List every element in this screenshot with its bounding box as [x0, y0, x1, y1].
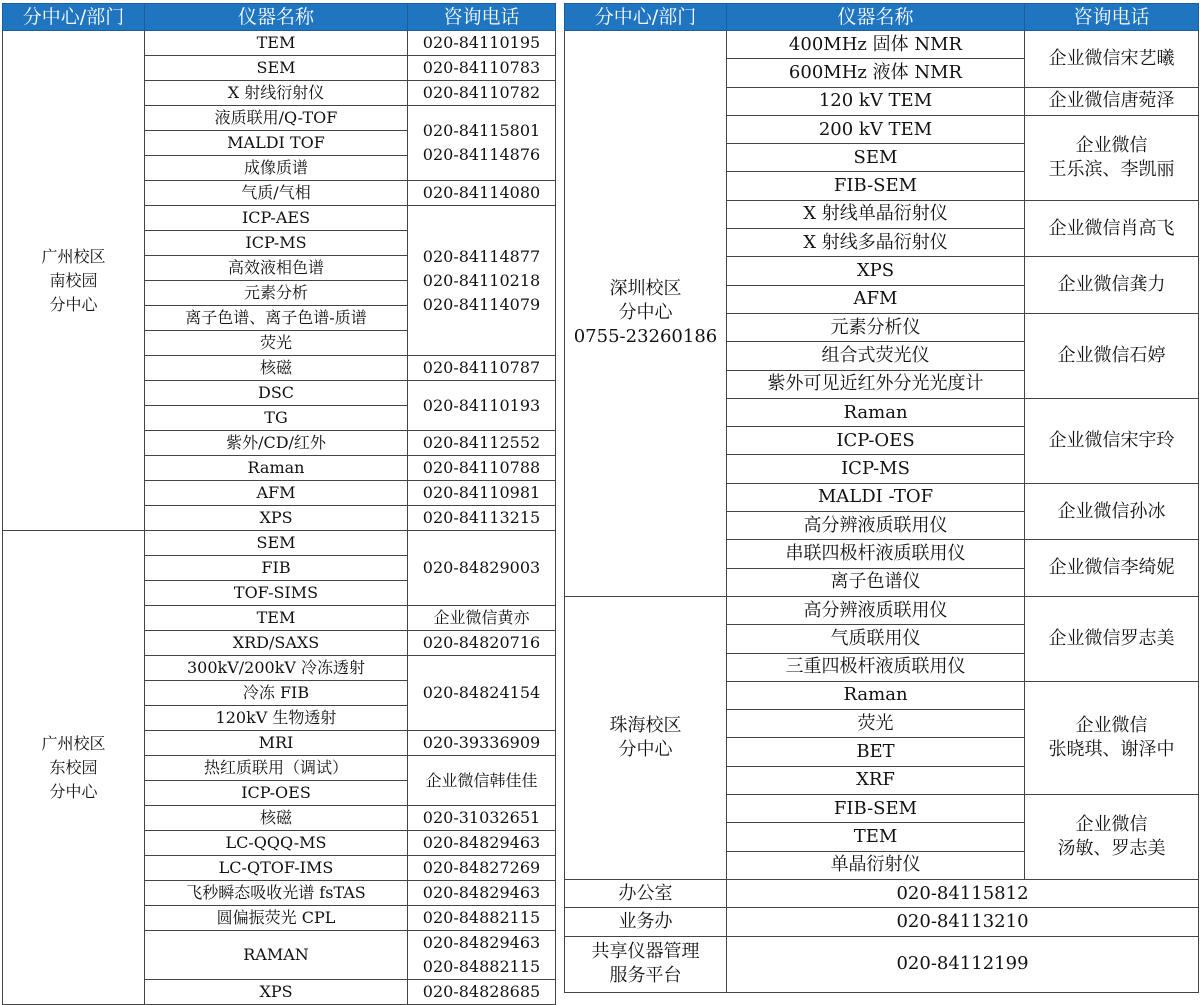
dept-line: 南校园	[49, 270, 98, 290]
phone-cell	[408, 431, 556, 456]
right-table-body	[565, 31, 1199, 993]
instrument-cell: TEM	[145, 606, 408, 631]
instrument-cell: 三重四极杆液质联用仪	[727, 653, 1025, 681]
header-dept: 分中心/部门	[3, 4, 145, 31]
phone-cell	[1025, 596, 1199, 681]
office-phone-cell: 020-84113210	[727, 908, 1199, 936]
instrument-cell: 组合式荧光仪	[727, 342, 1025, 370]
instrument-cell: 200 kV TEM	[727, 115, 1025, 143]
phone-cell	[408, 856, 556, 881]
phone-line: 020-84882115	[422, 908, 541, 927]
header-phone: 咨询电话	[408, 4, 556, 31]
header-instrument: 仪器名称	[727, 4, 1025, 31]
instrument-cell: 串联四极杆液质联用仪	[727, 540, 1025, 568]
phone-cell	[408, 181, 556, 206]
instrument-cell: TEM	[727, 823, 1025, 851]
dept-line: 东校园	[49, 757, 98, 777]
header-dept: 分中心/部门	[565, 4, 727, 31]
phone-cell	[408, 56, 556, 81]
instrument-cell: BET	[727, 738, 1025, 766]
phone-line: 020-84110193	[422, 395, 541, 415]
phone-line: 张晓琪、谢泽中	[1048, 738, 1175, 760]
instrument-cell: MRI	[145, 731, 408, 756]
instrument-cell: 300kV/200kV 冷冻透射	[145, 656, 408, 681]
office-name-line: 共享仪器管理	[591, 941, 700, 963]
table-row	[565, 596, 1199, 624]
dept-line: 广州校区	[41, 733, 106, 753]
phone-line: 企业微信宋艺曦	[1048, 47, 1175, 69]
dept-cell	[3, 531, 145, 1005]
phone-cell	[408, 481, 556, 506]
instrument-cell: FIB-SEM	[727, 172, 1025, 200]
phone-line: 020-84114876	[422, 145, 541, 164]
phone-cell	[408, 606, 556, 631]
instrument-cell: ICP-MS	[727, 455, 1025, 483]
instrument-cell: FIB	[145, 556, 408, 581]
office-name-cell	[565, 879, 727, 907]
phone-line: 企业微信唐菀泽	[1048, 90, 1175, 112]
office-name-line: 业务办	[618, 910, 673, 932]
table-row	[3, 531, 556, 556]
dept-line: 分中心	[49, 294, 98, 314]
header-phone: 咨询电话	[1025, 4, 1199, 31]
phone-line: 020-84114877	[422, 246, 541, 266]
office-phone-cell: 020-84112199	[727, 936, 1199, 993]
instrument-cell: XPS	[727, 257, 1025, 285]
office-name-cell	[565, 936, 727, 993]
phone-line: 020-84114080	[422, 183, 541, 202]
instrument-cell: 成像质谱	[145, 156, 408, 181]
phone-cell	[408, 806, 556, 831]
phone-cell	[408, 631, 556, 656]
instrument-cell: XRF	[727, 766, 1025, 794]
instrument-cell: TG	[145, 406, 408, 431]
phone-line: 企业微信	[1075, 714, 1148, 736]
phone-line: 020-84829463	[422, 833, 541, 852]
phone-cell	[408, 81, 556, 106]
office-name-line: 办公室	[618, 882, 673, 904]
dept-cell	[3, 31, 145, 531]
phone-line: 020-84110788	[422, 458, 541, 477]
phone-line: 020-84112552	[422, 433, 541, 452]
phone-line: 企业微信黄亦	[433, 608, 530, 627]
phone-line: 020-84829463	[422, 933, 541, 952]
dept-line: 广州校区	[41, 246, 106, 266]
instrument-cell: SEM	[145, 56, 408, 81]
instrument-cell: FIB-SEM	[727, 795, 1025, 823]
office-name-line: 服务平台	[609, 965, 682, 987]
phone-cell	[408, 456, 556, 481]
instrument-cell: ICP-OES	[727, 427, 1025, 455]
instrument-cell: MALDI -TOF	[727, 483, 1025, 511]
office-row	[565, 936, 1199, 993]
phone-cell	[1025, 115, 1199, 200]
instrument-cell: 高分辨液质联用仪	[727, 596, 1025, 624]
office-name-cell	[565, 908, 727, 936]
phone-line: 020-84827269	[422, 858, 541, 877]
phone-line: 企业微信	[1075, 134, 1148, 156]
table-row	[565, 31, 1199, 59]
phone-line: 020-84820716	[422, 633, 541, 652]
instrument-cell: 400MHz 固体 NMR	[727, 31, 1025, 59]
phone-cell	[408, 906, 556, 931]
instrument-cell: 热红质联用（调试）	[145, 756, 408, 781]
instrument-cell: LC-QTOF-IMS	[145, 856, 408, 881]
instrument-cell: 120kV 生物透射	[145, 706, 408, 731]
instrument-cell: 紫外可见近红外分光光度计	[727, 370, 1025, 398]
right-header-row	[565, 4, 1199, 31]
instrument-cell: X 射线单晶衍射仪	[727, 200, 1025, 228]
phone-line: 企业微信韩佳佳	[425, 770, 538, 790]
instrument-cell: TEM	[145, 31, 408, 56]
instrument-cell: SEM	[727, 144, 1025, 172]
instrument-cell: 600MHz 液体 NMR	[727, 59, 1025, 87]
office-phone-cell: 020-84115812	[727, 879, 1199, 907]
instrument-cell: 圆偏振荧光 CPL	[145, 906, 408, 931]
left-header-row	[3, 4, 556, 31]
phone-cell	[408, 756, 556, 806]
instrument-cell: 离子色谱仪	[727, 568, 1025, 596]
phone-line: 企业微信石婷	[1057, 344, 1166, 366]
right-table	[564, 3, 1199, 993]
phone-cell	[1025, 200, 1199, 257]
instrument-cell: 单晶衍射仪	[727, 851, 1025, 879]
instrument-cell: Raman	[145, 456, 408, 481]
phone-cell	[1025, 483, 1199, 540]
instrument-cell: DSC	[145, 381, 408, 406]
dept-cell	[565, 31, 727, 597]
phone-line: 王乐滨、李凯丽	[1048, 158, 1175, 180]
instrument-cell: ICP-OES	[145, 781, 408, 806]
instrument-cell: RAMAN	[145, 931, 408, 980]
phone-line: 020-84110218	[422, 270, 541, 290]
phone-cell	[408, 831, 556, 856]
phone-line: 020-84829463	[422, 883, 541, 902]
instrument-cell: 紫外/CD/红外	[145, 431, 408, 456]
phone-cell	[408, 531, 556, 606]
phone-line: 020-84110787	[422, 358, 541, 377]
phone-cell	[1025, 257, 1199, 314]
table-row	[3, 31, 556, 56]
phone-line: 企业微信肖高飞	[1048, 217, 1175, 239]
instrument-cell: ICP-AES	[145, 206, 408, 231]
instrument-cell: 120 kV TEM	[727, 87, 1025, 115]
phone-cell	[1025, 795, 1199, 880]
instrument-cell: LC-QQQ-MS	[145, 831, 408, 856]
phone-line: 020-84113215	[422, 508, 541, 527]
phone-cell	[408, 656, 556, 731]
instrument-cell: 飞秒瞬态吸收光谱 fsTAS	[145, 881, 408, 906]
phone-cell	[1025, 398, 1199, 483]
instrument-cell: TOF-SIMS	[145, 581, 408, 606]
phone-cell	[408, 31, 556, 56]
instrument-cell: 高效液相色谱	[145, 256, 408, 281]
phone-line: 020-84110981	[422, 483, 541, 502]
phone-cell	[408, 506, 556, 531]
dept-line: 分中心	[618, 738, 673, 760]
instrument-cell: XRD/SAXS	[145, 631, 408, 656]
header-instrument: 仪器名称	[145, 4, 408, 31]
phone-cell	[1025, 313, 1199, 398]
instrument-cell: 荧光	[727, 710, 1025, 738]
office-row	[565, 879, 1199, 907]
instrument-cell: X 射线衍射仪	[145, 81, 408, 106]
instrument-cell: 元素分析	[145, 281, 408, 306]
dept-line: 分中心	[49, 781, 98, 801]
phone-line: 企业微信罗志美	[1048, 627, 1175, 649]
left-table	[2, 3, 556, 1005]
instrument-cell: X 射线多晶衍射仪	[727, 229, 1025, 257]
instrument-cell: SEM	[145, 531, 408, 556]
dept-line: 深圳校区	[609, 278, 682, 300]
phone-line: 企业微信	[1075, 813, 1148, 835]
instrument-cell: XPS	[145, 506, 408, 531]
instrument-cell: 气质/气相	[145, 181, 408, 206]
phone-line: 020-84829003	[422, 558, 541, 577]
dept-cell	[565, 596, 727, 879]
instrument-cell: MALDI TOF	[145, 131, 408, 156]
instrument-cell: 冷冻 FIB	[145, 681, 408, 706]
instrument-cell: AFM	[145, 481, 408, 506]
phone-line: 020-84115801	[422, 121, 541, 140]
instrument-cell: Raman	[727, 398, 1025, 426]
phone-line: 企业微信李绮妮	[1048, 557, 1175, 579]
left-table-body	[3, 31, 556, 1005]
instrument-cell: 液质联用/Q-TOF	[145, 106, 408, 131]
instrument-cell: 核磁	[145, 356, 408, 381]
phone-line: 020-84882115	[422, 957, 541, 976]
phone-line: 汤敏、罗志美	[1057, 837, 1166, 859]
instrument-cell: 离子色谱、离子色谱-质谱	[145, 306, 408, 331]
phone-cell	[408, 881, 556, 906]
instrument-cell: 核磁	[145, 806, 408, 831]
phone-cell	[1025, 31, 1199, 88]
instrument-cell: Raman	[727, 681, 1025, 709]
phone-line: 020-84110195	[422, 33, 541, 52]
phone-line: 企业微信龚力	[1057, 274, 1166, 296]
phone-line: 020-84114079	[422, 294, 541, 314]
phone-line: 企业微信孙冰	[1057, 500, 1166, 522]
instrument-cell: 元素分析仪	[727, 313, 1025, 341]
phone-cell	[408, 980, 556, 1005]
phone-line: 020-84824154	[422, 683, 541, 702]
phone-cell	[408, 356, 556, 381]
phone-cell	[408, 381, 556, 431]
dept-line: 分中心	[618, 302, 673, 324]
dept-line: 0755-23260186	[573, 326, 718, 348]
instrument-cell: 荧光	[145, 331, 408, 356]
phone-cell	[408, 731, 556, 756]
dept-line: 珠海校区	[609, 714, 682, 736]
phone-line: 020-39336909	[422, 733, 541, 752]
phone-cell	[408, 931, 556, 980]
phone-cell	[1025, 87, 1199, 115]
instrument-cell: XPS	[145, 980, 408, 1005]
phone-line: 020-84110782	[422, 83, 541, 102]
phone-line: 企业微信宋宇玲	[1048, 429, 1175, 451]
phone-cell	[408, 106, 556, 181]
phone-cell	[408, 206, 556, 356]
instrument-cell: ICP-MS	[145, 231, 408, 256]
office-row	[565, 908, 1199, 936]
phone-line: 020-31032651	[422, 808, 541, 827]
phone-cell	[1025, 540, 1199, 597]
phone-cell	[1025, 681, 1199, 794]
instrument-cell: 气质联用仪	[727, 625, 1025, 653]
phone-line: 020-84828685	[422, 982, 541, 1001]
phone-line: 020-84110783	[422, 58, 541, 77]
instrument-cell: 高分辨液质联用仪	[727, 512, 1025, 540]
instrument-cell: AFM	[727, 285, 1025, 313]
